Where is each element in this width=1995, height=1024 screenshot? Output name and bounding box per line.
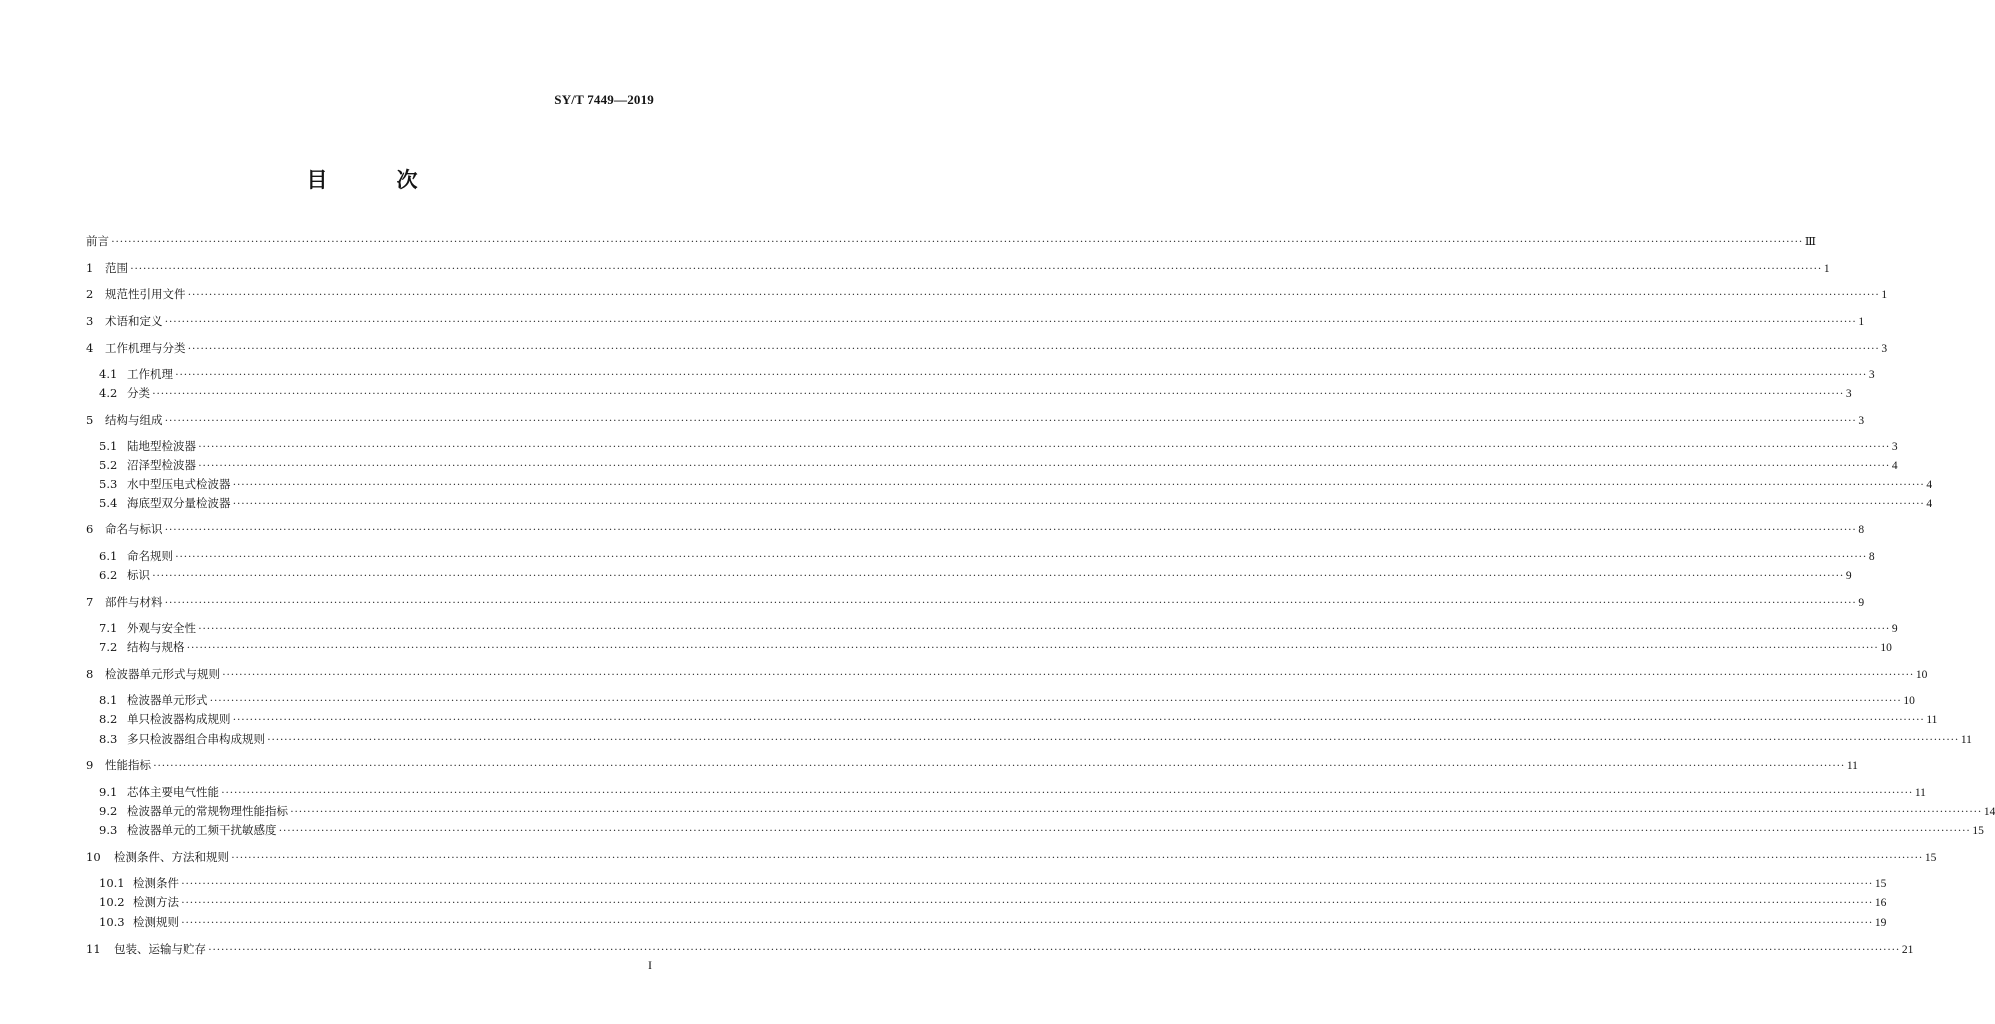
dot-leader: ················································································································································································································································································································································································································: [175, 551, 1867, 563]
dot-leader: ················································································································································································································································································································································································································: [181, 878, 1873, 890]
toc-entry-label: 检测规则: [133, 915, 179, 929]
toc-entry-number: 6.1: [99, 549, 118, 563]
toc-entry-label: 工作机理与分类: [105, 341, 186, 355]
toc-entry-label: 分类: [127, 386, 150, 400]
dot-leader: ················································································································································································································································································································································································································: [187, 289, 1880, 301]
toc-entry-page: 9: [1858, 597, 1865, 609]
toc-entry: [86, 848, 1937, 866]
toc-entry-label: 沼泽型检波器: [127, 458, 196, 472]
dot-leader: ················································································································································································································································································································································································································: [164, 597, 1857, 609]
dot-leader: ················································································································································································································································································································································································································: [130, 263, 1822, 275]
dot-leader: ················································································································································································································································································································································································································: [209, 695, 1902, 707]
toc-entry-page: 3: [1891, 441, 1898, 453]
toc-entry-label: 检波器单元形式: [127, 693, 208, 707]
dot-leader: ················································································································································································································································································································································································································: [232, 714, 1925, 726]
toc-entry: [86, 339, 1888, 357]
toc-entry-label: 芯体主要电气性能: [127, 785, 219, 799]
toc-entry: [99, 691, 1915, 709]
toc-entry-number: 9.2: [99, 804, 118, 818]
toc-entry: [99, 802, 1995, 820]
toc-entry-number: 9: [86, 758, 94, 772]
toc-entry: [99, 710, 1938, 728]
toc-entry: [99, 475, 1933, 493]
toc-entry: [99, 638, 1892, 656]
toc-entry-label: 陆地型检波器: [127, 439, 196, 453]
toc-entry-page: 10: [1915, 669, 1928, 681]
toc-entry-page: 10: [1880, 642, 1892, 654]
toc-entry: [86, 232, 1816, 250]
toc-entry-page: 21: [1901, 944, 1914, 956]
toc-entry: [99, 365, 1875, 383]
toc-entry-page: Ⅲ: [1804, 236, 1816, 248]
page-number: I: [648, 958, 652, 972]
toc-entry-page: 15: [1924, 852, 1937, 864]
toc-entry-page: 1: [1858, 316, 1865, 328]
toc-entry-label: 标识: [127, 568, 150, 582]
toc-entry-page: 9: [1845, 570, 1852, 582]
toc-entry: [99, 730, 1972, 748]
dot-leader: ················································································································································································································································································································································································································: [111, 236, 1803, 248]
dot-leader: ················································································································································································································································································································································································································: [267, 734, 1959, 746]
toc-entry: [99, 821, 1984, 839]
toc-entry-number: 10.1: [99, 876, 125, 890]
toc-entry-label: 检波器单元的常规物理性能指标: [127, 804, 288, 818]
toc-entry-number: 8.1: [99, 693, 118, 707]
toc-entry: [99, 619, 1898, 637]
toc-entry-page: 3: [1881, 343, 1888, 355]
toc-entry-page: 1: [1823, 263, 1830, 275]
toc-entry-label: 水中型压电式检波器: [127, 477, 231, 491]
toc-entry-number: 8.3: [99, 732, 118, 746]
dot-leader: ················································································································································································································································································································································································································: [208, 944, 1900, 956]
dot-leader: ················································································································································································································································································································································································································: [181, 897, 1873, 909]
toc-entry-number: 7.1: [99, 621, 118, 635]
toc-entry-page: 3: [1868, 369, 1875, 381]
dot-leader: ················································································································································································································································································································································································································: [164, 415, 1857, 427]
toc-entry-page: 4: [1926, 479, 1933, 491]
toc-entry-label: 结构与组成: [105, 413, 163, 427]
toc-entry-number: 4.2: [99, 386, 118, 400]
toc-entry-number: 9.3: [99, 823, 118, 837]
toc-entry: [86, 411, 1865, 429]
toc-entry: [99, 456, 1898, 474]
dot-leader: ················································································································································································································································································································································································································: [198, 623, 1890, 635]
toc-entry-number: 5.3: [99, 477, 118, 491]
toc-entry-page: 8: [1858, 524, 1865, 536]
dot-leader: ················································································································································································································································································································································································································: [153, 760, 1845, 772]
dot-leader: ················································································································································································································································································································································································································: [232, 498, 1925, 510]
toc-entry-label: 多只检波器组合串构成规则: [127, 732, 265, 746]
toc-entry-label: 检测条件、方法和规则: [114, 850, 229, 864]
toc-entry-number: 11: [86, 942, 101, 956]
toc-entry-page: 8: [1868, 551, 1875, 563]
toc-entry-label: 包装、运输与贮存: [114, 942, 206, 956]
toc-entry-number: 3: [86, 314, 94, 328]
dot-leader: ················································································································································································································································································································································································································: [290, 806, 1982, 818]
toc-entry-number: 7: [86, 595, 94, 609]
toc-entry-label: 部件与材料: [105, 595, 163, 609]
toc-entry-page: 11: [1914, 787, 1926, 799]
toc-entry: [99, 913, 1887, 931]
toc-entry-label: 检波器单元的工频干扰敏感度: [127, 823, 277, 837]
toc-entry-label: 命名与标识: [105, 522, 163, 536]
toc-entry-page: 16: [1874, 897, 1887, 909]
toc-entry-label: 规范性引用文件: [105, 287, 186, 301]
toc-entry-page: 4: [1891, 460, 1898, 472]
toc-entry: [86, 285, 1888, 303]
toc-entry-number: 6.2: [99, 568, 118, 582]
toc-entry-label: 检测方法: [133, 895, 179, 909]
toc-entry: [99, 893, 1887, 911]
toc-entry-page: 3: [1858, 415, 1865, 427]
toc-entry-page: 3: [1845, 388, 1852, 400]
dot-leader: ················································································································································································································································································································································································································: [222, 669, 1914, 681]
toc-entry: [99, 566, 1852, 584]
toc-entry-label: 术语和定义: [105, 314, 163, 328]
toc-entry-label: 命名规则: [127, 549, 173, 563]
toc-entry-page: 15: [1972, 825, 1984, 837]
toc-entry-page: 9: [1891, 623, 1898, 635]
toc-entry-number: 6: [86, 522, 94, 536]
toc-entry-page: 11: [1846, 760, 1858, 772]
toc-entry-number: 8: [86, 667, 94, 681]
toc-entry-number: 5: [86, 413, 94, 427]
toc-entry-number: 9.1: [99, 785, 118, 799]
toc-entry-page: 11: [1960, 734, 1972, 746]
toc-entry: [99, 547, 1875, 565]
dot-leader: ················································································································································································································································································································································································································: [232, 479, 1925, 491]
toc-entry-number: 10.3: [99, 915, 125, 929]
toc-entry-page: 14: [1983, 806, 1995, 818]
toc-title: 目 次: [306, 168, 442, 192]
toc-entry-page: 10: [1903, 695, 1915, 707]
toc-entry: [99, 783, 1926, 801]
toc-entry-label: 前言: [86, 234, 109, 248]
toc-entry-number: 10.2: [99, 895, 125, 909]
dot-leader: ················································································································································································································································································································································································································: [152, 388, 1844, 400]
dot-leader: ················································································································································································································································································································································································································: [175, 369, 1867, 381]
dot-leader: ················································································································································································································································································································································································································: [198, 460, 1890, 472]
dot-leader: ················································································································································································································································································································································································································: [186, 642, 1879, 654]
toc-entry: [86, 312, 1865, 330]
dot-leader: ················································································································································································································································································································································································································: [181, 917, 1873, 929]
toc-entry: [86, 520, 1865, 538]
toc-entry: [99, 384, 1852, 402]
toc-entry: [86, 756, 1858, 774]
toc-entry-label: 单只检波器构成规则: [127, 712, 231, 726]
toc-entry-label: 检测条件: [133, 876, 179, 890]
toc-entry-number: 7.2: [99, 640, 118, 654]
toc-entry-number: 5.2: [99, 458, 118, 472]
toc-entry-page: 19: [1874, 917, 1887, 929]
toc-entry-page: 1: [1881, 289, 1888, 301]
dot-leader: ················································································································································································································································································································································································································: [164, 524, 1857, 536]
toc-entry-label: 范围: [105, 261, 128, 275]
toc-entry-number: 1: [86, 261, 94, 275]
dot-leader: ················································································································································································································································································································································································································: [278, 825, 1971, 837]
toc-entry-number: 8.2: [99, 712, 118, 726]
toc-entry-number: 4: [86, 341, 94, 355]
toc-entry: [86, 940, 1914, 958]
toc-entry-label: 性能指标: [105, 758, 151, 772]
toc-entry: [99, 494, 1933, 512]
dot-leader: ················································································································································································································································································································································································································: [152, 570, 1844, 582]
toc-entry-number: 4.1: [99, 367, 118, 381]
toc-entry-label: 结构与规格: [127, 640, 185, 654]
dot-leader: ················································································································································································································································································································································································································: [164, 316, 1857, 328]
toc-entry-number: 5.1: [99, 439, 118, 453]
toc-entry-label: 外观与安全性: [127, 621, 196, 635]
dot-leader: ················································································································································································································································································································································································································: [187, 343, 1880, 355]
toc-entry: [86, 665, 1928, 683]
toc-entry-page: 15: [1874, 878, 1887, 890]
toc-entry: [99, 437, 1898, 455]
toc-entry-label: 海底型双分量检波器: [127, 496, 231, 510]
toc-entry-number: 5.4: [99, 496, 118, 510]
dot-leader: ················································································································································································································································································································································································································: [198, 441, 1890, 453]
dot-leader: ················································································································································································································································································································································································································: [231, 852, 1923, 864]
toc-entry-page: 11: [1926, 714, 1938, 726]
toc-entry: [99, 874, 1887, 892]
dot-leader: ················································································································································································································································································································································································································: [221, 787, 1913, 799]
toc-entry: [86, 259, 1830, 277]
toc-entry-label: 工作机理: [127, 367, 173, 381]
toc-entry-number: 2: [86, 287, 94, 301]
toc-entry-label: 检波器单元形式与规则: [105, 667, 220, 681]
toc-entry-page: 4: [1926, 498, 1933, 510]
toc-entry-number: 10: [86, 850, 101, 864]
toc-entry: [86, 593, 1865, 611]
standard-code: SY/T 7449—2019: [554, 92, 654, 107]
